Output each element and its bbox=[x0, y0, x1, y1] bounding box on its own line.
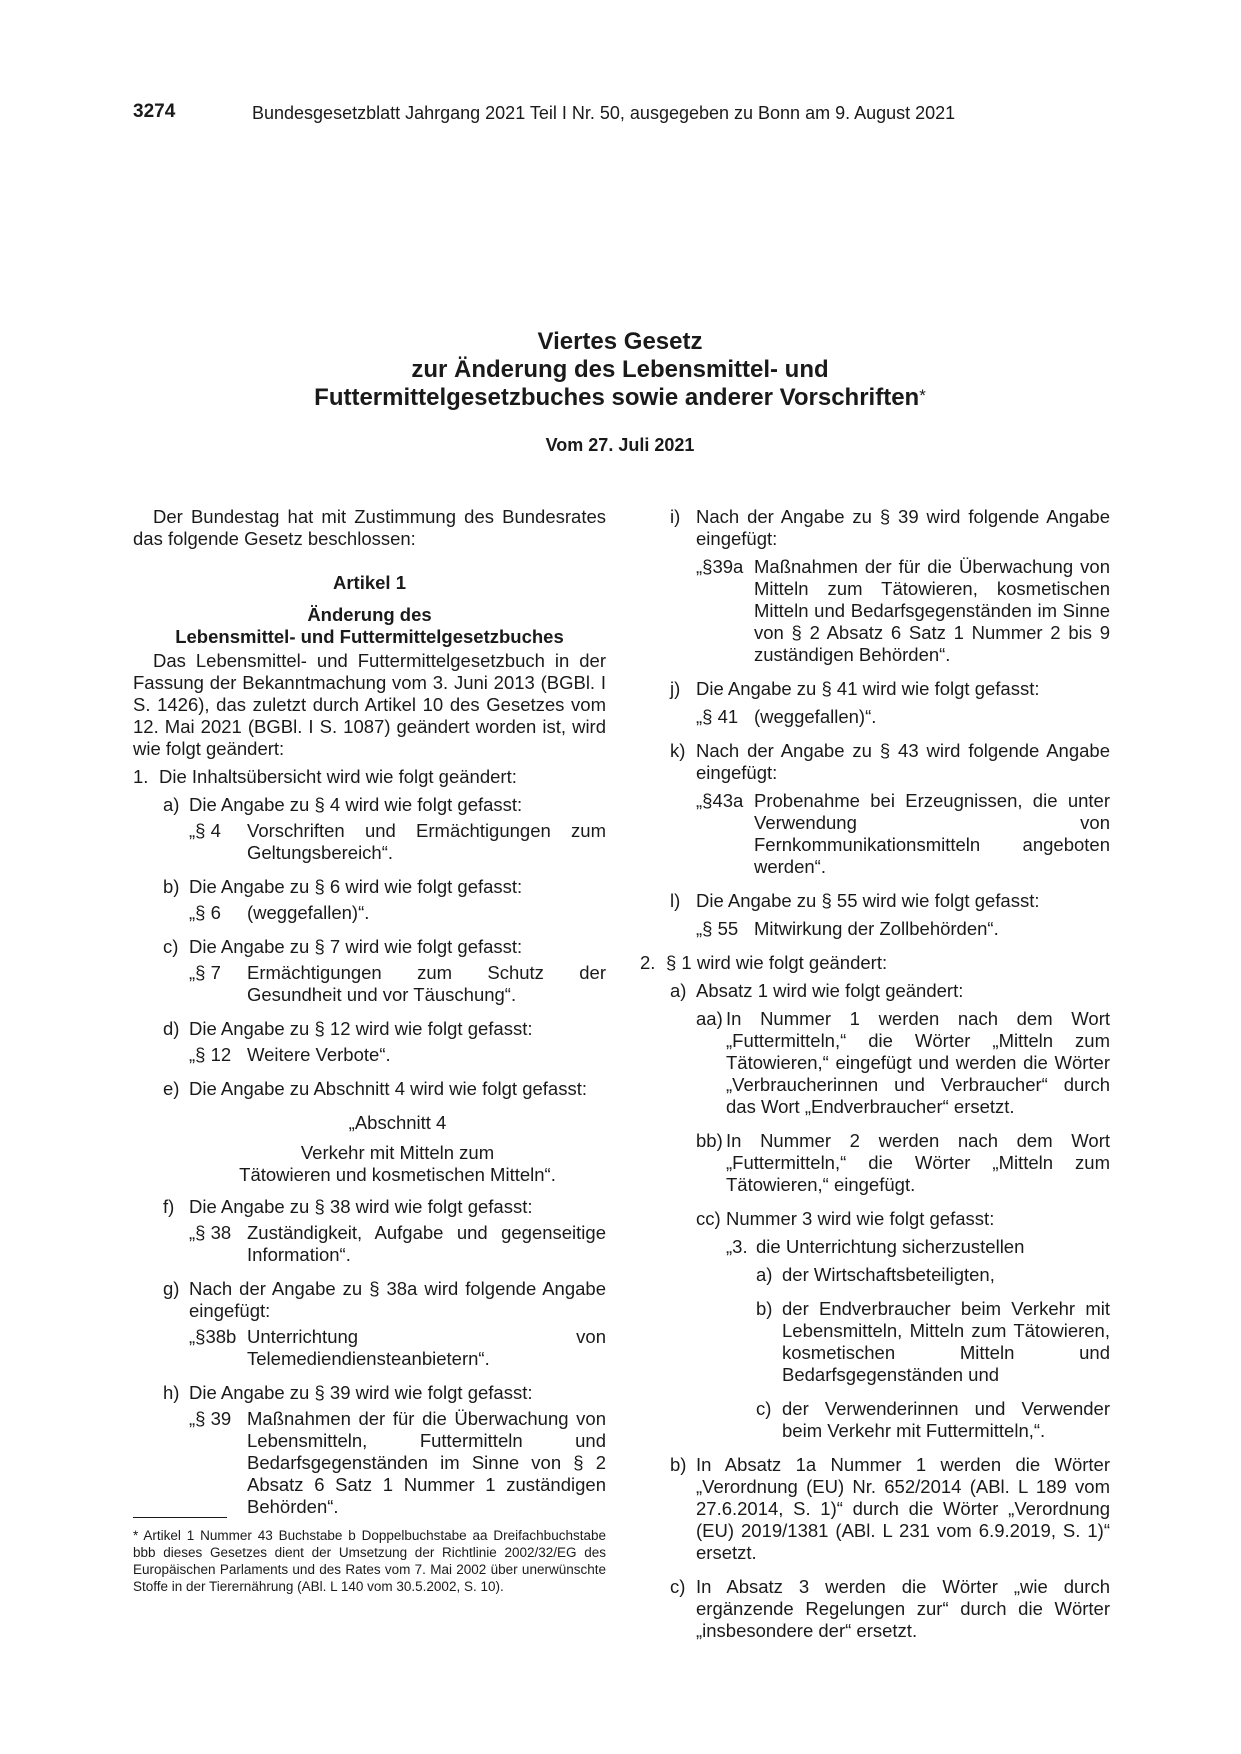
quoted-subitem-b-label: b) bbox=[756, 1298, 773, 1319]
entry-s12-text: Weitere Verbote“. bbox=[247, 1044, 391, 1065]
title-line-2: zur Änderung des Lebensmittel- und bbox=[411, 356, 829, 383]
footnote-marker: * bbox=[919, 386, 926, 405]
item-2-subitem-c-text: In Absatz 3 werden die Wörter „wie durch ergänzende Regelungen zur“ durch die Wörter „insbesondere der“ ersetzt. bbox=[696, 1576, 1110, 1641]
quoted-number-3 bbox=[696, 1236, 1110, 1442]
entry-s39a bbox=[670, 556, 1110, 666]
subitem-j-label: j) bbox=[670, 678, 681, 699]
quoted-subitem-b-text: der Endverbraucher beim Verkehr mit Lebensmitteln, Mitteln zum Tätowieren, kosmetischen Mitteln und Bedarfsgegenständen und bbox=[782, 1298, 1110, 1385]
subitem-bb-text: In Nummer 2 werden nach dem Wort „Futtermitteln,“ die Wörter „Mitteln zum Tätowieren,“ eingefügt. bbox=[726, 1130, 1110, 1195]
item-2-text: § 1 wird wie folgt geändert: bbox=[666, 952, 888, 973]
subitem-i bbox=[670, 506, 1110, 550]
entry-s38-text: Zuständigkeit, Aufgabe und gegenseitige Information“. bbox=[247, 1222, 606, 1265]
title-line-3 bbox=[200, 384, 1040, 412]
subitem-a bbox=[163, 794, 606, 816]
subitem-cc-text: Nummer 3 wird wie folgt gefasst: bbox=[726, 1208, 995, 1229]
subitem-j bbox=[670, 678, 1110, 700]
quoted-subitem-c-label: c) bbox=[756, 1398, 772, 1419]
item-2 bbox=[640, 952, 1110, 974]
item-1-subitems bbox=[133, 794, 606, 1518]
subitem-aa-text: In Nummer 1 werden nach dem Wort „Futtermitteln,“ die Wörter „Mitteln zum Tätowieren,“ eingefügt und werden die Wörter „Verbraucherinnen und Verbraucher“ durch das Wort „Endverbraucher“ ersetzt. bbox=[726, 1008, 1110, 1117]
entry-s41-text: (weggefallen)“. bbox=[754, 706, 877, 727]
title-line-1: Viertes Gesetz bbox=[537, 328, 703, 355]
footnote-rule bbox=[133, 1517, 227, 1518]
item-2-subitem-a bbox=[670, 980, 1110, 1002]
subitem-l bbox=[670, 890, 1110, 912]
subitem-d-text: Die Angabe zu § 12 wird wie folgt gefasst: bbox=[189, 1018, 533, 1039]
item-1-label: 1. bbox=[133, 766, 149, 787]
subitem-e-label: e) bbox=[163, 1078, 180, 1099]
entry-s38b-label: „§38b bbox=[189, 1326, 237, 1347]
left-column bbox=[133, 506, 606, 1518]
subitem-h-text: Die Angabe zu § 39 wird wie folgt gefasst: bbox=[189, 1382, 533, 1403]
subitem-e-text: Die Angabe zu Abschnitt 4 wird wie folgt gefasst: bbox=[189, 1078, 587, 1099]
quoted-subitem-a-label: a) bbox=[756, 1264, 773, 1285]
subitem-j-text: Die Angabe zu § 41 wird wie folgt gefasst: bbox=[696, 678, 1040, 699]
subitem-a-text: Die Angabe zu § 4 wird wie folgt gefasst: bbox=[189, 794, 523, 815]
subitem-g bbox=[163, 1278, 606, 1322]
subitem-g-label: g) bbox=[163, 1278, 180, 1299]
subitem-k-label: k) bbox=[670, 740, 686, 761]
item-2-subitems bbox=[640, 980, 1110, 1642]
subitem-k bbox=[670, 740, 1110, 784]
subitem-d bbox=[163, 1018, 606, 1040]
quoted-item-3-text: die Unterrichtung sicherzustellen bbox=[756, 1236, 1025, 1257]
subitem-bb-label: bb) bbox=[696, 1130, 723, 1151]
quoted-subitems bbox=[726, 1264, 1110, 1442]
article-heading: Artikel 1 bbox=[332, 572, 406, 593]
quoted-subitem-a-text: der Wirtschaftsbeteiligten, bbox=[782, 1264, 995, 1285]
right-column bbox=[640, 506, 1110, 1642]
entry-s7-label: „§ 7 bbox=[189, 962, 221, 983]
intro-paragraph: Der Bundestag hat mit Zustimmung des Bundesrates das folgende Gesetz beschlossen: bbox=[133, 506, 606, 549]
subitem-l-text: Die Angabe zu § 55 wird wie folgt gefasst: bbox=[696, 890, 1040, 911]
quoted-item-3 bbox=[726, 1236, 1110, 1258]
entry-s39-text: Maßnahmen der für die Überwachung von Lebensmitteln, Futtermitteln und Bedarfsgegenständen im Sinne von § 2 Absatz 6 Satz 1 Nummer 1 zuständigen Behörden“. bbox=[247, 1408, 606, 1517]
subitem-f-text: Die Angabe zu § 38 wird wie folgt gefasst: bbox=[189, 1196, 533, 1217]
subitem-aa bbox=[696, 1008, 1110, 1118]
subitem-cc bbox=[696, 1208, 1110, 1230]
subitem-a-label: a) bbox=[163, 794, 180, 815]
subitem-i-text: Nach der Angabe zu § 39 wird folgende Angabe eingefügt: bbox=[696, 506, 1110, 549]
double-letter-items bbox=[670, 1008, 1110, 1442]
item-2-subitem-c bbox=[670, 1576, 1110, 1642]
law-title bbox=[200, 328, 1040, 412]
entry-s4 bbox=[163, 820, 606, 864]
entry-s38-label: „§ 38 bbox=[189, 1222, 232, 1243]
subitem-d-label: d) bbox=[163, 1018, 180, 1039]
footnote: * Artikel 1 Nummer 43 Buchstabe b Doppelbuchstabe aa Dreifachbuchstabe bbb dieses Gesetzes dient der Umsetzung der Richtlinie 2002/32/EG des Europäischen Parlaments und des Rates vom 7. Mai 2002 über unerwünschte Stoffe in der Tierernährung (ABl. L 140 vom 30.5.2002, S. 10). bbox=[133, 1528, 606, 1594]
subitem-f-label: f) bbox=[163, 1196, 175, 1217]
entry-s12 bbox=[163, 1044, 606, 1066]
quoted-subitem-c bbox=[756, 1398, 1110, 1442]
quoted-subitem-c-text: der Verwenderinnen und Verwender beim Verkehr mit Futtermitteln,“. bbox=[782, 1398, 1110, 1441]
subitem-l-label: l) bbox=[670, 890, 681, 911]
entry-s55-text: Mitwirkung der Zollbehörden“. bbox=[754, 918, 999, 939]
subitem-cc-label: cc) bbox=[696, 1208, 721, 1229]
subitem-e bbox=[163, 1078, 606, 1100]
item-2-subitem-c-label: c) bbox=[670, 1576, 686, 1597]
item-2-label: 2. bbox=[640, 952, 656, 973]
entry-s6-text: (weggefallen)“. bbox=[247, 902, 370, 923]
subitem-b bbox=[163, 876, 606, 898]
entry-s7 bbox=[163, 962, 606, 1006]
item-2-subitem-a-label: a) bbox=[670, 980, 687, 1001]
subitem-bb bbox=[696, 1130, 1110, 1196]
subitem-i-label: i) bbox=[670, 506, 681, 527]
item-1-text: Die Inhaltsübersicht wird wie folgt geändert: bbox=[159, 766, 517, 787]
subitem-k-text: Nach der Angabe zu § 43 wird folgende Angabe eingefügt: bbox=[696, 740, 1110, 783]
article-title-2: Lebensmittel- und Futtermittelgesetzbuches bbox=[175, 626, 564, 647]
quoted-section-heading bbox=[163, 1112, 606, 1186]
quoted-line-3: Tätowieren und kosmetischen Mitteln“. bbox=[239, 1164, 556, 1185]
entry-s39a-label: „§39a bbox=[696, 556, 744, 577]
entry-s43a-text: Probenahme bei Erzeugnissen, die unter Verwendung von Fernkommunikationsmitteln angeboten werden“. bbox=[754, 790, 1110, 877]
entry-s38 bbox=[163, 1222, 606, 1266]
subitem-b-label: b) bbox=[163, 876, 180, 897]
entry-s55-label: „§ 55 bbox=[696, 918, 739, 939]
subitem-g-text: Nach der Angabe zu § 38a wird folgende Angabe eingefügt: bbox=[189, 1278, 606, 1321]
subitem-c-label: c) bbox=[163, 936, 179, 957]
page-number: 3274 bbox=[133, 101, 176, 122]
entry-s55 bbox=[670, 918, 1110, 940]
entry-s38b bbox=[163, 1326, 606, 1370]
subitem-aa-label: aa) bbox=[696, 1008, 723, 1029]
quoted-line-2: Verkehr mit Mitteln zum bbox=[300, 1142, 495, 1163]
item-1 bbox=[133, 766, 606, 788]
running-header: Bundesgesetzblatt Jahrgang 2021 Teil I Nr. 50, ausgegeben zu Bonn am 9. August 2021 bbox=[252, 103, 956, 123]
entry-s38b-text: Unterrichtung von Telemediendiensteanbietern“. bbox=[247, 1326, 606, 1369]
title-line-3-text: Futtermittelgesetzbuches sowie anderer Vorschriften bbox=[314, 384, 920, 411]
entry-s43a bbox=[670, 790, 1110, 878]
quoted-subitem-a bbox=[756, 1264, 1110, 1286]
entry-s39a-text: Maßnahmen der für die Überwachung von Mitteln zum Tätowieren, kosmetischen Mitteln und Bedarfsgegenständen im Sinne von § 2 Absatz 6 Satz 1 Nummer 2 bis 9 zuständigen Behörden“. bbox=[754, 556, 1110, 665]
entry-s12-label: „§ 12 bbox=[189, 1044, 232, 1065]
item-2-subitem-b-label: b) bbox=[670, 1454, 687, 1475]
subitem-c-text: Die Angabe zu § 7 wird wie folgt gefasst: bbox=[189, 936, 523, 957]
quoted-line-1: „Abschnitt 4 bbox=[348, 1112, 447, 1133]
entry-s4-label: „§ 4 bbox=[189, 820, 221, 841]
entry-s7-text: Ermächtigungen zum Schutz der Gesundheit und vor Täuschung“. bbox=[247, 962, 606, 1005]
entry-s41 bbox=[670, 706, 1110, 728]
subitem-h bbox=[163, 1382, 606, 1404]
entry-s39-label: „§ 39 bbox=[189, 1408, 232, 1429]
entry-s6-label: „§ 6 bbox=[189, 902, 221, 923]
entry-s43a-label: „§43a bbox=[696, 790, 744, 811]
article-title-1: Änderung des bbox=[307, 604, 432, 625]
preamble-paragraph: Das Lebensmittel- und Futtermittelgesetzbuch in der Fassung der Bekanntmachung vom 3. Juni 2013 (BGBl. I S. 1426), das zuletzt durch Artikel 10 des Gesetzes vom 12. Mai 2021 (BGBl. I S. 1087) geändert worden ist, wird wie folgt geändert: bbox=[133, 650, 606, 759]
item-2-subitem-b-text: In Absatz 1a Nummer 1 werden die Wörter „Verordnung (EU) Nr. 652/2014 (ABl. L 189 vom 27.6.2014, S. 1)“ durch die Wörter „Verordnung (EU) 2019/1381 (ABl. L 231 vom 6.9.2019, S. 1)“ ersetzt. bbox=[696, 1454, 1110, 1563]
quoted-subitem-b bbox=[756, 1298, 1110, 1386]
subitem-h-label: h) bbox=[163, 1382, 180, 1403]
entry-s6 bbox=[163, 902, 606, 924]
law-date: Vom 27. Juli 2021 bbox=[545, 435, 695, 455]
item-2-subitem-a-text: Absatz 1 wird wie folgt geändert: bbox=[696, 980, 964, 1001]
entry-s39 bbox=[163, 1408, 606, 1518]
entry-s4-text: Vorschriften und Ermächtigungen zum Geltungsbereich“. bbox=[247, 820, 606, 863]
item-1-subitems-cont bbox=[640, 506, 1110, 940]
item-2-subitem-b bbox=[670, 1454, 1110, 1564]
subitem-b-text: Die Angabe zu § 6 wird wie folgt gefasst: bbox=[189, 876, 523, 897]
quoted-item-3-label: „3. bbox=[726, 1236, 748, 1257]
subitem-f bbox=[163, 1196, 606, 1218]
subitem-c bbox=[163, 936, 606, 958]
entry-s41-label: „§ 41 bbox=[696, 706, 739, 727]
